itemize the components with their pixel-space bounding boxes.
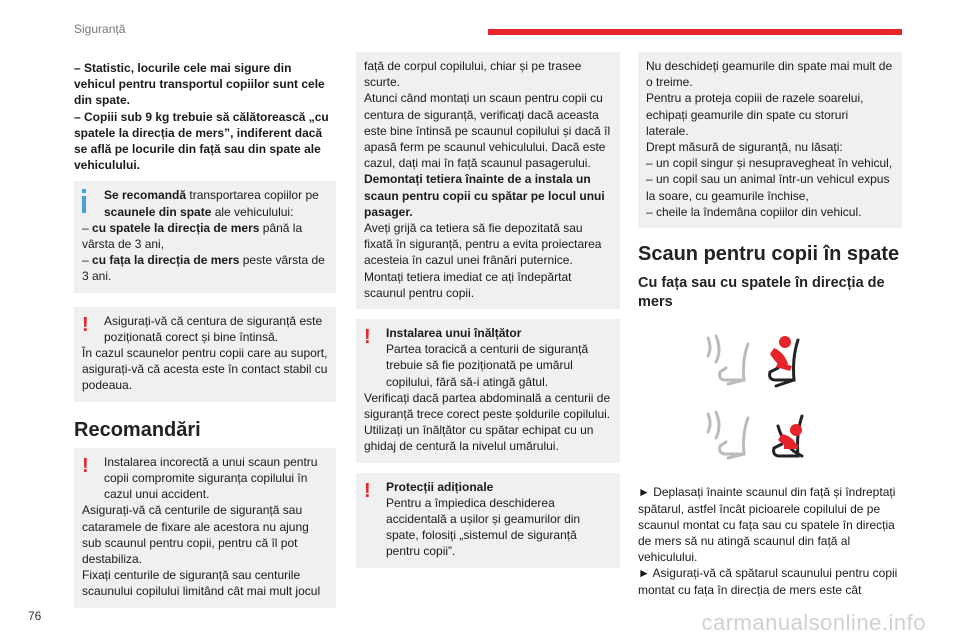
info-box (74, 181, 336, 292)
info-box-line-1: – cu spatele la direcția de mers până la vârsta de 3 ani, (82, 220, 303, 252)
box-para-3: Demontați tetiera înainte de a instala un scaun pentru copii cu spătar pe locul unui pasager. (364, 172, 605, 219)
section-title: Siguranță (74, 22, 126, 36)
box-para-5: Montați tetiera imediat ce ați îndepărtat scaunul pentru copii. (364, 269, 572, 300)
section-accent-bar (488, 29, 902, 35)
step-1: ► Deplasați înainte scaunul din față și îndreptați spătarul, astfel încât picioarele copilului de pe scaunul montat cu fața sau cu spatele în direcția de mers să nu atingă scaunul din față al vehiculului. (638, 485, 896, 565)
warning-head: Pentru a împiedica deschiderea accidentală a ușilor și geamurilor din spate, folosiți „sistemul de siguranță pentru copii”. (386, 495, 581, 559)
warning-body: În cazul scaunelor pentru copii care au suport, asigurați-vă că acesta este în contact stabil cu podeaua. (82, 346, 328, 393)
heading-recomandari: Recomandări (74, 418, 201, 441)
warning-head: Instalarea incorectă a unui scaun pentru copii compromite siguranța copilului în cazul unui accident. (104, 454, 318, 502)
watermark: carmanualsonline.info (701, 610, 926, 635)
warning-body-1: Asigurați-vă că centurile de siguranță sau cataramele de fixare ale acestora nu ajung sub scaunul pentru copii, pentru că îl pot destabiliza. (82, 503, 309, 567)
warning-title: Instalarea unui înălțător (386, 326, 522, 341)
subheading-direction: Cu fața sau cu spatele în direcția de mers (638, 275, 885, 311)
continued-box (356, 52, 620, 309)
info-box-line-2: – cu fața la direcția de mers peste vârsta de 3 ani. (82, 253, 325, 284)
info-box-windows (638, 52, 902, 228)
warning-icon: ! (364, 479, 371, 502)
warning-icon: ! (82, 313, 89, 336)
box-list-1: – un copil singur și nesupravegheat în vehicul, (646, 156, 893, 171)
warning-icon: ! (364, 326, 371, 349)
heading-rear-child-seat: Scaun pentru copii în spate (638, 243, 900, 266)
warning-head: Asigurați-vă că centura de siguranță este poziționată corect și bine întinsă. (104, 313, 323, 344)
warning-box-seatbelt (74, 307, 336, 402)
column-3 (638, 52, 902, 598)
intro-item-1: – Statistic, locurile cele mai sigure din vehicul pentru transportul copiilor sunt cele din spate. (74, 61, 325, 108)
warning-body-2: Utilizați un înălțător cu spătar echipat cu un ghidaj de centură la nivelul umărului. (364, 423, 594, 454)
warning-icon: ! (82, 454, 89, 477)
box-para-2: Atunci când montați un scaun pentru copii cu centura de siguranță, verificați dacă aceasta este bine întinsă pe scaunul copilului și dacă îl apasă ferm pe scaunul vehiculului. Dacă este cazul, dați mai în față scaunul pasagerului. (364, 91, 611, 171)
warning-box-protection (356, 473, 620, 568)
intro-item-2: – Copiii sub 9 kg trebuie să călătorească „cu spatele la direcția de mers”, indiferent dacă se află pe locurile din față sau din spate ale vehiculului. (74, 109, 329, 173)
info-box-head: Se recomandă transportarea copiilor pe scaunele din spate ale vehiculului: (104, 188, 319, 219)
child-seat-illustration (678, 330, 902, 474)
warning-box-install (74, 448, 336, 608)
box-para-2: Pentru a proteja copiii de razele soarelui, echipați geamurile din spate cu storuri laterale. (646, 91, 864, 138)
info-icon (82, 189, 86, 213)
rear-facing-and-forward-facing-seat-icon (678, 330, 838, 470)
box-para-1: Nu deschideți geamurile din spate mai mult de o treime. (646, 59, 893, 90)
box-para-4: Aveți grijă ca tetiera să fie depozitată sau fixată în siguranță, pentru a evita proiectarea acesteia în cazul unei frânări puternice. (364, 221, 602, 268)
warning-body-2: Fixați centurile de siguranță sau centurile scaunului copilului limitând cât mai mult jocul (82, 568, 321, 599)
warning-box-booster (356, 319, 620, 463)
step-2: ► Asigurați-vă că spătarul scaunului pentru copii montat cu fața în direcția de mers este cât (638, 566, 898, 597)
box-para-3: Drept măsură de siguranță, nu lăsați: (646, 140, 843, 155)
warning-body-1: Verificați dacă partea abdominală a centurii de siguranță trece corect peste șoldurile copilului. (364, 390, 611, 422)
box-list-3: – cheile la îndemâna copiilor din vehicul. (646, 204, 862, 219)
column-1 (74, 60, 336, 608)
column-2 (356, 52, 620, 568)
warning-title: Protecții adiționale (386, 479, 494, 494)
box-list-2: – un copil sau un animal într-un vehicul expus la soare, cu geamurile închise, (646, 172, 890, 203)
page-number: 76 (28, 609, 42, 623)
warning-head: Partea toracică a centurii de siguranță trebuie să fie poziționată pe umărul copilului, fără să-i atingă gâtul. (386, 342, 589, 389)
box-para-1: față de corpul copilului, chiar și pe trasee scurte. (364, 59, 582, 90)
